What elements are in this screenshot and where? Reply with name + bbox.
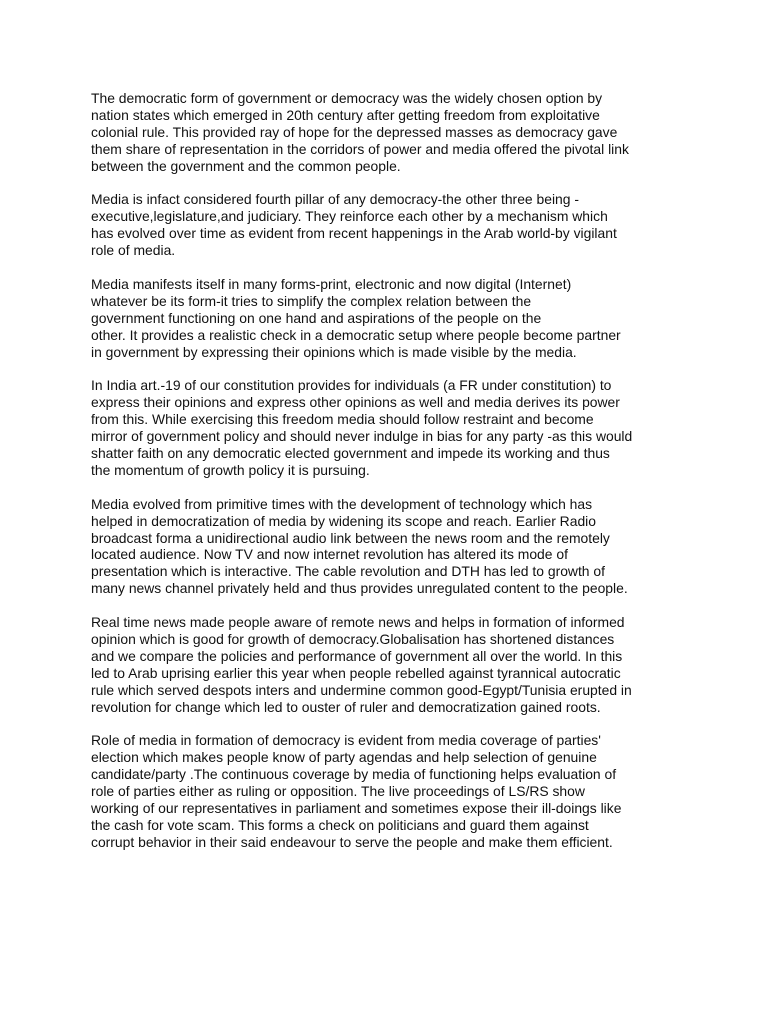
text-line: from this. While exercising this freedom media should follow restraint and become: [91, 411, 594, 428]
text-line: in government by expressing their opinions which is made visible by the media.: [91, 343, 577, 360]
text-line: Media is infact considered fourth pillar of any democracy-the other three being -: [91, 191, 579, 208]
text-line: rule which served despots inters and undermine common good-Egypt/Tunisia erupted in: [91, 681, 632, 698]
paragraph: [91, 377, 691, 478]
text-line: them share of representation in the corridors of power and media offered the pivotal link: [91, 140, 629, 157]
text-line: colonial rule. This provided ray of hope for the depressed masses as democracy gave: [91, 123, 618, 140]
text-line: executive,legislature,and judiciary. They reinforce each other by a mechanism which: [91, 208, 608, 225]
paragraph: [91, 496, 691, 597]
text-line: many news channel privately held and thus provides unregulated content to the people.: [91, 580, 628, 597]
text-line: whatever be its form-it tries to simplify the complex relation between the: [91, 292, 532, 309]
paragraph: [91, 276, 691, 361]
paragraph: [91, 90, 691, 175]
text-line: mirror of government policy and should never indulge in bias for any party -as this would: [91, 428, 633, 445]
text-line: other. It provides a realistic check in a democratic setup where people become partner: [91, 326, 621, 343]
text-line: express their opinions and express other opinions as well and media derives its power: [91, 394, 620, 411]
text-line: located audience. Now TV and now internet revolution has altered its mode of: [91, 546, 568, 563]
text-line: broadcast forma a unidirectional audio link between the news room and the remotely: [91, 529, 610, 546]
text-line: Media manifests itself in many forms-print, electronic and now digital (Internet): [91, 275, 572, 292]
text-line: role of parties either as ruling or opposition. The live proceedings of LS/RS show: [91, 783, 585, 800]
text-line: The democratic form of government or democracy was the widely chosen option by: [91, 90, 603, 106]
text-line: In India art.-19 of our constitution provides for individuals (a FR under constitution) to: [91, 377, 612, 394]
text-line: Media evolved from primitive times with the development of technology which has: [91, 495, 593, 512]
text-line: nation states which emerged in 20th century after getting freedom from exploitative: [91, 106, 600, 123]
text-line: shatter faith on any democratic elected government and impede its working and thus: [91, 444, 610, 461]
text-line: candidate/party .The continuous coverage by media of functioning helps evaluation of: [91, 766, 617, 783]
text-line: helped in democratization of media by widening its scope and reach. Earlier Radio: [91, 512, 596, 529]
text-line: revolution for change which led to ouster of ruler and democratization gained roots.: [91, 698, 601, 715]
text-line: led to Arab uprising earlier this year when people rebelled against tyrannical autocratic: [91, 664, 621, 681]
text-line: role of media.: [91, 242, 176, 259]
paragraph: [91, 191, 691, 259]
text-line: the cash for vote scam. This forms a check on politicians and guard them against: [91, 816, 589, 833]
text-line: has evolved over time as evident from recent happenings in the Arab world-by vigilant: [91, 225, 617, 242]
text-line: election which makes people know of party agendas and help selection of genuine: [91, 749, 597, 766]
text-line: corrupt behavior in their said endeavour to serve the people and make them efficient.: [91, 833, 613, 850]
paragraph: [91, 614, 691, 715]
paragraph: [91, 732, 691, 850]
text-line: between the government and the common people.: [91, 157, 401, 174]
text-line: working of our representatives in parliament and sometimes expose their ill-doings like: [91, 799, 622, 816]
document-body: [91, 90, 691, 868]
text-line: opinion which is good for growth of democracy.Globalisation has shortened distances: [91, 630, 615, 647]
text-line: the momentum of growth policy it is pursuing.: [91, 461, 370, 478]
text-line: Role of media in formation of democracy is evident from media coverage of parties': [91, 732, 601, 749]
text-line: government functioning on one hand and aspirations of the people on the: [91, 309, 542, 326]
text-line: and we compare the policies and performance of government all over the world. In this: [91, 647, 623, 664]
text-line: presentation which is interactive. The cable revolution and DTH has led to growth of: [91, 563, 605, 580]
text-line: Real time news made people aware of remote news and helps in formation of informed: [91, 614, 625, 631]
